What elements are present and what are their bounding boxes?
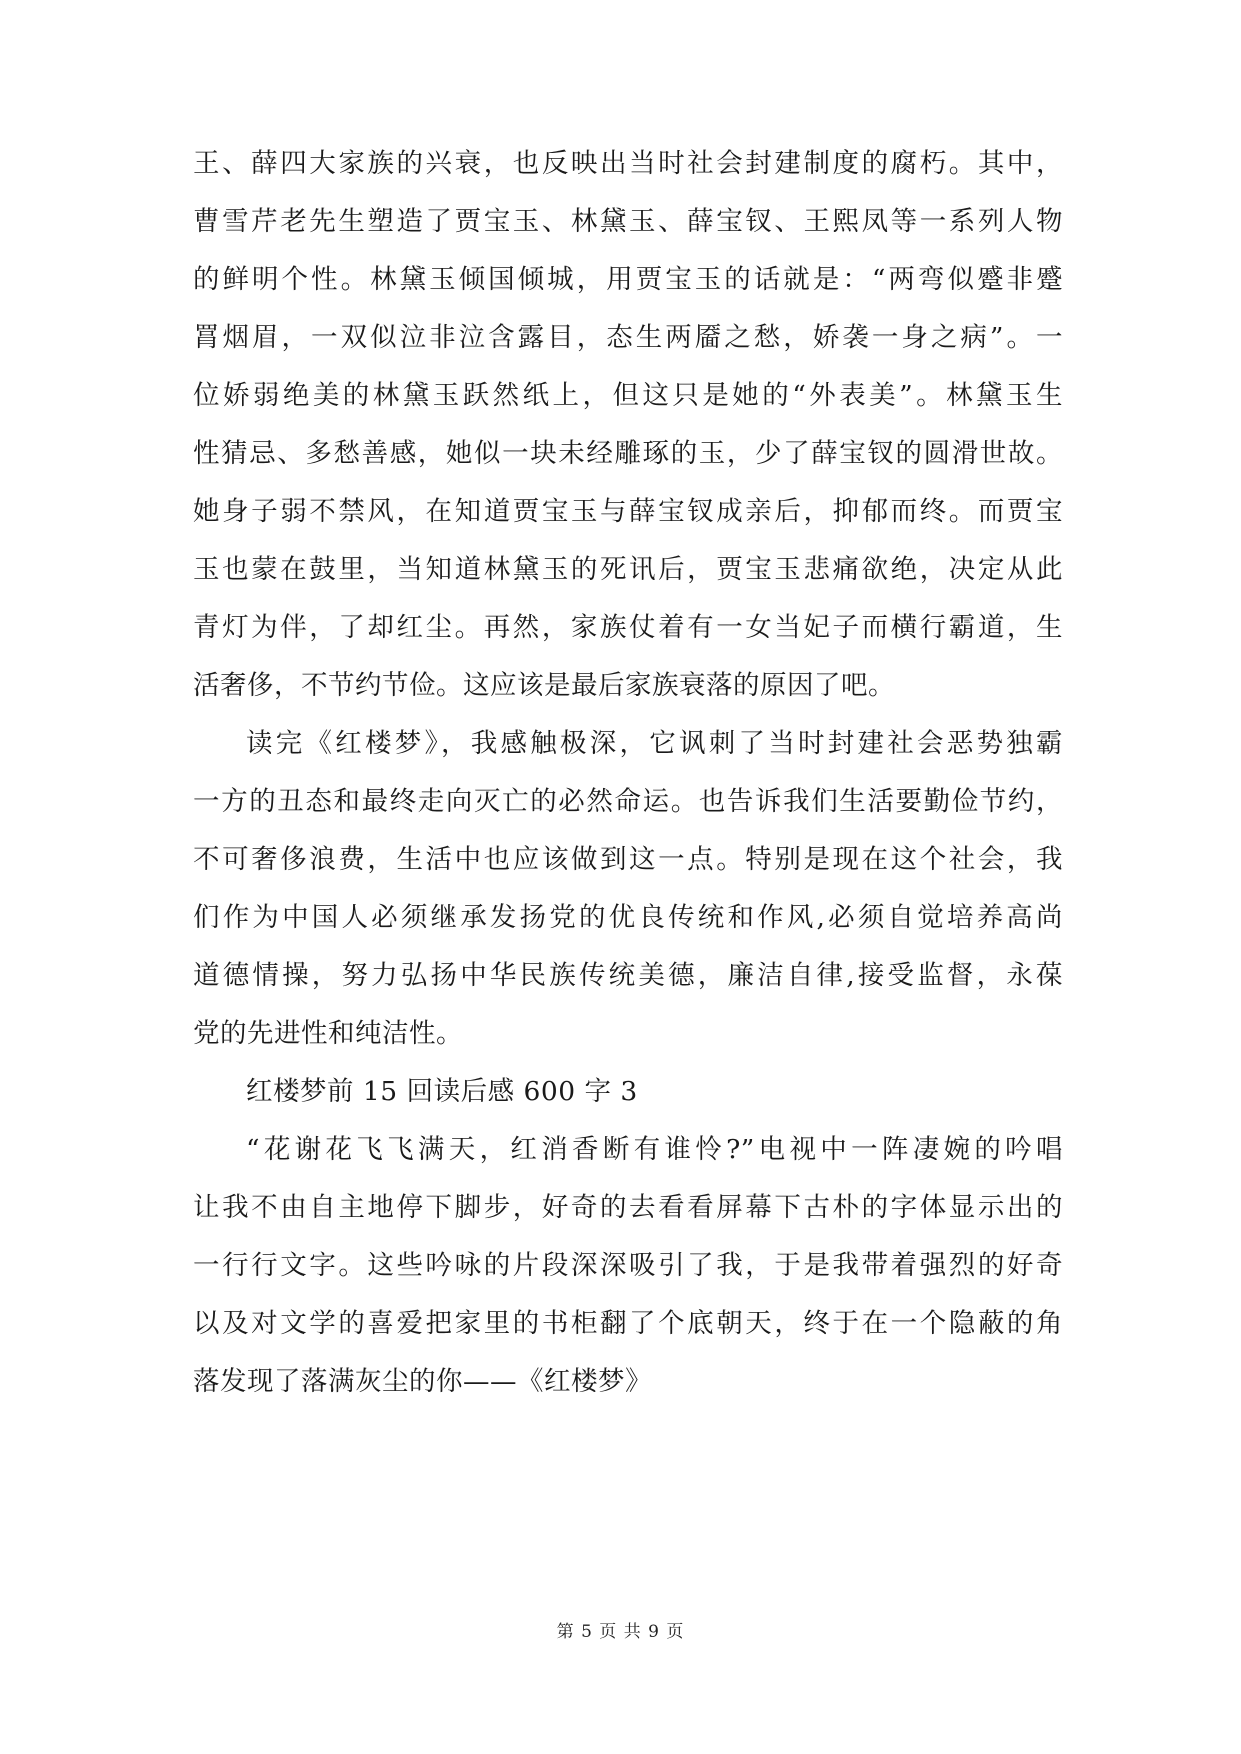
- text-line: 不可奢侈浪费，生活中也应该做到这一点。特别是现在这个社会，我: [193, 844, 1063, 875]
- paragraph-first-line: “花谢花飞飞满天，红消香断有谁怜?”电视中一阵凄婉的吟唱: [246, 1134, 1063, 1165]
- text-line: 青灯为伴，了却红尘。再然，家族仗着有一女当妃子而横行霸道，生: [193, 612, 1063, 643]
- text-line: 性猜忌、多愁善感，她似一块未经雕琢的玉，少了薛宝钗的圆滑世故。: [193, 438, 1063, 469]
- text-line: 她身子弱不禁风，在知道贾宝玉与薛宝钗成亲后，抑郁而终。而贾宝: [193, 496, 1063, 527]
- text-line: 以及对文学的喜爱把家里的书柜翻了个底朝天，终于在一个隐蔽的角: [193, 1308, 1063, 1339]
- text-line: 道德情操，努力弘扬中华民族传统美德，廉洁自律,接受监督，永葆: [193, 960, 1063, 991]
- paragraph-first-line: 读完《红楼梦》，我感触极深，它讽刺了当时封建社会恶势独霸: [246, 728, 1063, 759]
- text-line: 一行行文字。这些吟咏的片段深深吸引了我，于是我带着强烈的好奇: [193, 1250, 1063, 1281]
- text-line: 王、薛四大家族的兴衰，也反映出当时社会封建制度的腐朽。其中，: [193, 148, 1063, 179]
- text-line: 们作为中国人必须继承发扬党的优良传统和作风,必须自觉培养高尚: [193, 902, 1063, 933]
- text-line: 一方的丑态和最终走向灭亡的必然命运。也告诉我们生活要勤俭节约，: [193, 786, 1063, 817]
- text-line: 让我不由自主地停下脚步，好奇的去看看屏幕下古朴的字体显示出的: [193, 1192, 1063, 1223]
- text-line: 罥烟眉，一双似泣非泣含露目，态生两靥之愁，娇袭一身之病”。一: [193, 322, 1063, 353]
- text-line: 落发现了落满灰尘的你——《红楼梦》: [193, 1366, 652, 1397]
- text-line: 活奢侈，不节约节俭。这应该是最后家族衰落的原因了吧。: [193, 670, 895, 701]
- text-line: 位娇弱绝美的林黛玉跃然纸上，但这只是她的“外表美”。林黛玉生: [193, 380, 1063, 411]
- section-heading: 红楼梦前 15 回读后感 600 字 3: [246, 1076, 638, 1107]
- text-line: 玉也蒙在鼓里，当知道林黛玉的死讯后，贾宝玉悲痛欲绝，决定从此: [193, 554, 1063, 585]
- text-line: 曹雪芹老先生塑造了贾宝玉、林黛玉、薛宝钗、王熙凤等一系列人物: [193, 206, 1063, 237]
- text-line: 的鲜明个性。林黛玉倾国倾城，用贾宝玉的话就是：“两弯似蹙非蹙: [193, 264, 1063, 295]
- text-line: 党的先进性和纯洁性。: [193, 1018, 463, 1049]
- page-footer: 第 5 页 共 9 页: [556, 1622, 685, 1642]
